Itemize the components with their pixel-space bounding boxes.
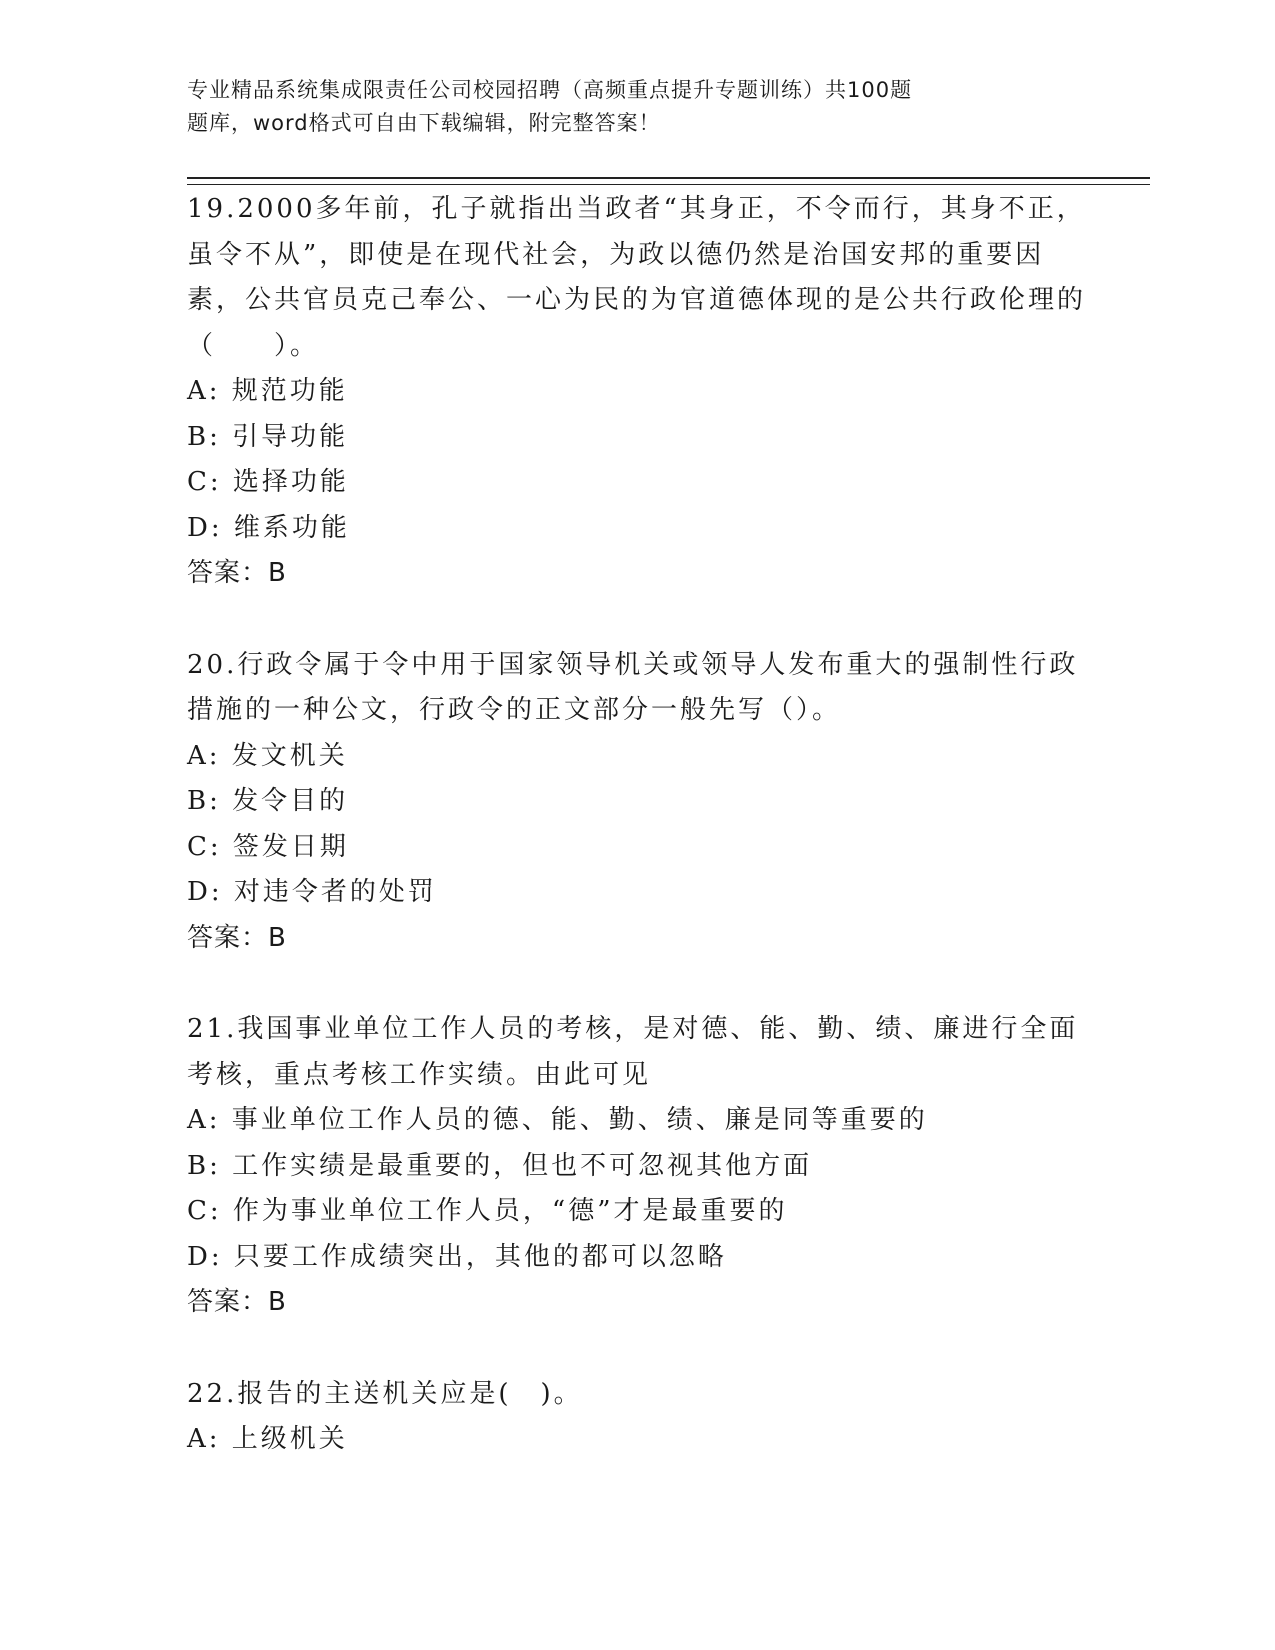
answer-line: 答案：B: [187, 1287, 287, 1317]
answer-line: 答案：B: [187, 922, 287, 953]
option-a: A: 上级机关: [187, 1424, 348, 1454]
header-title-line-1: 专业精品系统集成限责任公司校园招聘（高频重点提升专题训练）共100题: [187, 78, 913, 102]
option-a: A: 事业单位工作人员的德、能、勤、绩、廉是同等重要的: [187, 1105, 928, 1135]
option-a: A: 规范功能: [187, 376, 348, 406]
option-b: B: 发令目的: [187, 786, 349, 816]
question-22: [187, 1372, 1087, 1463]
option-d: D: 只要工作成绩突出，其他的都可以忽略: [187, 1241, 727, 1272]
question-stem: 19.2000多年前，孔子就指出当政者“其身正，不令而行，其身不正，虽令不从”，即使是在现代社会，为政以德仍然是治国安邦的重要因素，公共官员克己奉公、一心为民的为官道德体现的是公共行政伦理的（ ）。: [187, 194, 1087, 361]
option-a: A: 发文机关: [187, 740, 348, 771]
option-d: D: 维系功能: [187, 512, 350, 543]
question-stem: 20.行政令属于令中用于国家领导机关或领导人发布重大的强制性行政措施的一种公文，行政令的正文部分一般先写（）。: [187, 649, 1079, 725]
header-title-line-2: 题库，word格式可自由下载编辑，附完整答案！: [187, 111, 661, 135]
option-d: D: 对违令者的处罚: [187, 877, 437, 907]
option-c: C: 签发日期: [187, 831, 349, 862]
header-divider-thick: [187, 177, 1150, 179]
answer-line: 答案：B: [187, 558, 287, 588]
option-c: C: 作为事业单位工作人员，“德”才是最重要的: [187, 1196, 788, 1226]
option-c: C: 选择功能: [187, 467, 349, 497]
document-header: [187, 74, 1047, 140]
header-divider-thin: [187, 184, 1150, 185]
question-21: [187, 1007, 1087, 1326]
question-stem: 21.我国事业单位工作人员的考核，是对德、能、勤、绩、廉进行全面考核，重点考核工作实绩。由此可见: [187, 1014, 1079, 1090]
question-20: [187, 643, 1087, 962]
question-list: [187, 187, 1087, 1509]
option-b: B: 引导功能: [187, 421, 349, 452]
question-stem: 22.报告的主送机关应是( )。: [187, 1378, 583, 1409]
option-b: B: 工作实绩是最重要的，但也不可忽视其他方面: [187, 1150, 813, 1181]
question-19: [187, 187, 1087, 597]
